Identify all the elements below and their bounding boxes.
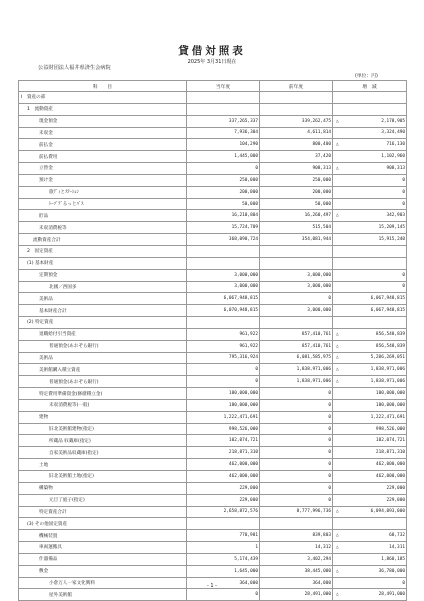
row-label: 普通預金(あおぞら銀行) [19, 376, 187, 388]
difference-cell [333, 423, 407, 435]
difference-cell [333, 530, 407, 542]
difference-value: 1,860,185 [381, 556, 405, 562]
row-label: 美術館購入積立資産 [19, 364, 187, 376]
difference-cell [333, 328, 407, 340]
table-row [19, 565, 407, 577]
current-year-value: 7,936,304 [187, 127, 260, 139]
current-year-value: 50,000 [187, 198, 260, 210]
balance-sheet-table [18, 80, 407, 601]
table-row [19, 163, 407, 175]
previous-year-value: 37,420 [260, 151, 333, 163]
current-year-value [187, 317, 260, 329]
table-row [19, 328, 407, 340]
previous-year-value: 6,081,585,975 [260, 352, 333, 364]
table-row [19, 459, 407, 471]
previous-year-value: 4,611,814 [260, 127, 333, 139]
table-row [19, 103, 407, 115]
row-label: 機械装置 [19, 530, 187, 542]
difference-value: 1,102,960 [381, 154, 405, 160]
difference-value: 0 [402, 284, 405, 290]
current-year-value: 6,067,948,815 [187, 293, 260, 305]
row-label: ﾄｰｿﾞﾃﾞるっとﾊﾞｽ [19, 198, 187, 210]
table-row [19, 127, 407, 139]
row-label: 流動資産合計 [19, 234, 187, 246]
row-label: 前払費用 [19, 151, 187, 163]
current-year-value: 364,000 [187, 577, 260, 589]
row-label: 自家美術品収蔵庫(指定) [19, 447, 187, 459]
report-date: 2025年 3月31日現在 [187, 59, 237, 65]
decrease-mark: △ [336, 118, 339, 124]
current-year-value: 961,922 [187, 328, 260, 340]
previous-year-value: 0 [260, 411, 333, 423]
difference-cell [333, 411, 407, 423]
difference-value: 15,209,145 [378, 225, 405, 231]
previous-year-value: 50,000 [260, 198, 333, 210]
previous-year-value: 3,000,000 [260, 281, 333, 293]
current-year-value: 368,090,724 [187, 234, 260, 246]
table-row [19, 518, 407, 530]
current-year-value: 337,265,337 [187, 115, 260, 127]
row-label: (3) その他固定資産 [19, 518, 187, 530]
table-row [19, 186, 407, 198]
current-year-value: 200,000 [187, 186, 260, 198]
difference-cell [333, 589, 407, 601]
current-year-value: 104,290 [187, 139, 260, 151]
table-row [19, 553, 407, 565]
difference-value: 15,915,240 [378, 237, 405, 243]
table-row [19, 245, 407, 257]
difference-cell [333, 269, 407, 281]
current-year-value: 3,000,000 [187, 269, 260, 281]
current-year-value [187, 103, 260, 115]
previous-year-value: 16,260,497 [260, 210, 333, 222]
difference-value: 6,067,948,815 [370, 308, 405, 314]
table-row [19, 494, 407, 506]
previous-year-value [260, 92, 333, 104]
difference-cell [333, 317, 407, 329]
difference-cell [333, 281, 407, 293]
decrease-mark: △ [336, 331, 339, 337]
difference-value: 0 [402, 189, 405, 195]
table-row [19, 435, 407, 447]
organization-name: 公益財団法人福井県済生会病院 [38, 65, 111, 71]
difference-value: 229,000 [386, 485, 405, 491]
unit-label: (単位：円) [355, 74, 378, 79]
previous-year-value [260, 317, 333, 329]
row-label: 旧北美術館建物(指定) [19, 423, 187, 435]
row-label: 美術品 [19, 293, 187, 305]
table-row [19, 423, 407, 435]
difference-value: 462,000,000 [375, 462, 405, 468]
difference-cell [333, 447, 407, 459]
difference-cell [333, 471, 407, 483]
row-label: 旧北美術館土地(指定) [19, 471, 187, 483]
previous-year-value: 28,491,000 [260, 589, 333, 601]
table-row [19, 257, 407, 269]
row-label: 貯品 [19, 210, 187, 222]
difference-cell [333, 186, 407, 198]
table-row [19, 139, 407, 151]
row-label: 車両運搬具 [19, 542, 187, 554]
difference-value: 5,286,269,051 [370, 355, 405, 361]
difference-cell [333, 257, 407, 269]
table-row [19, 234, 407, 246]
current-year-value: 5,174,439 [187, 553, 260, 565]
row-label: 北國／西国多 [19, 281, 187, 293]
column-header-current: 当年度 [187, 81, 260, 92]
current-year-value: 180,000,000 [187, 388, 260, 400]
previous-year-value: 364,000 [260, 577, 333, 589]
difference-value: 856,548,839 [375, 343, 405, 349]
difference-cell [333, 399, 407, 411]
current-year-value: 6,070,948,815 [187, 305, 260, 317]
previous-year-value: 1,838,971,006 [260, 376, 333, 388]
row-label: 旅ﾃﾞｨとｽﾃｰｼｮﾝ [19, 186, 187, 198]
previous-year-value: 515,504 [260, 222, 333, 234]
difference-cell [333, 565, 407, 577]
previous-year-value: 0 [260, 459, 333, 471]
current-year-value: 998,526,000 [187, 423, 260, 435]
table-row [19, 305, 407, 317]
difference-cell [333, 234, 407, 246]
previous-year-value: 354,081,944 [260, 234, 333, 246]
previous-year-value: 0 [260, 423, 333, 435]
previous-year-value: 0 [260, 293, 333, 305]
row-label: 立替金 [19, 163, 187, 175]
difference-cell [333, 542, 407, 554]
previous-year-value: 0 [260, 399, 333, 411]
row-label: 特定費用準備資金(修繕積立金) [19, 388, 187, 400]
column-header-previous: 前年度 [260, 81, 333, 92]
table-row [19, 506, 407, 518]
row-label: 什器備品 [19, 553, 187, 565]
document-title: 貸借対照表 [178, 45, 246, 57]
difference-cell [333, 518, 407, 530]
previous-year-value: 800,400 [260, 139, 333, 151]
difference-cell [333, 245, 407, 257]
current-year-value: 180,000,000 [187, 399, 260, 411]
row-label: 未収金 [19, 127, 187, 139]
decrease-mark: △ [336, 592, 339, 598]
row-label: Ⅰ 資産の部 [19, 92, 187, 104]
table-row [19, 293, 407, 305]
current-year-value [187, 92, 260, 104]
current-year-value [187, 245, 260, 257]
previous-year-value: 0 [260, 471, 333, 483]
difference-cell [333, 482, 407, 494]
current-year-value: 1,445,000 [187, 151, 260, 163]
page-number: - 1 - [207, 583, 217, 589]
row-label: 現金預金 [19, 115, 187, 127]
column-header-item: 科 目 [19, 81, 187, 92]
previous-year-value: 0 [260, 494, 333, 506]
decrease-mark: △ [336, 379, 339, 385]
current-year-value: 229,000 [187, 482, 260, 494]
row-label: 預け金 [19, 174, 187, 186]
difference-value: 462,000,000 [375, 473, 405, 479]
row-label: 元旦了庭子(指定) [19, 494, 187, 506]
current-year-value: 462,000,000 [187, 459, 260, 471]
table-row [19, 269, 407, 281]
row-label: 美術品 [19, 352, 187, 364]
row-label: 未収消費税等(一般) [19, 399, 187, 411]
current-year-value: 229,000 [187, 494, 260, 506]
difference-cell [333, 494, 407, 506]
difference-cell [333, 198, 407, 210]
row-label: 基本財産合計 [19, 305, 187, 317]
decrease-mark: △ [336, 568, 339, 574]
difference-cell [333, 163, 407, 175]
difference-value: 1,838,971,006 [370, 367, 405, 373]
current-year-value: 1,222,471,691 [187, 411, 260, 423]
difference-value: 180,000,000 [375, 402, 405, 408]
table-row [19, 281, 407, 293]
difference-value: 0 [402, 580, 405, 586]
difference-cell [333, 364, 407, 376]
previous-year-value: 839,803 [260, 530, 333, 542]
difference-cell [333, 115, 407, 127]
previous-year-value: 0 [260, 435, 333, 447]
difference-value: 28,491,000 [378, 592, 405, 598]
row-label: 屋外美術館 [19, 589, 187, 601]
difference-cell [333, 506, 407, 518]
row-label: 定期預金 [19, 269, 187, 281]
table-row [19, 174, 407, 186]
column-header-diff: 増 減 [333, 81, 407, 92]
decrease-mark: △ [336, 142, 339, 148]
table-row [19, 210, 407, 222]
table-row [19, 340, 407, 352]
difference-value: 3,324,490 [381, 130, 405, 136]
current-year-value: 0 [187, 589, 260, 601]
decrease-mark: △ [336, 509, 339, 515]
difference-cell [333, 459, 407, 471]
difference-value: 908,313 [386, 165, 405, 171]
difference-cell [333, 174, 407, 186]
difference-cell [333, 210, 407, 222]
previous-year-value: 857,410,761 [260, 340, 333, 352]
table-row [19, 482, 407, 494]
difference-value: 716,130 [386, 142, 405, 148]
difference-cell [333, 352, 407, 364]
row-label: 小倉万人一家文化興料 [19, 577, 187, 589]
table-row [19, 198, 407, 210]
row-label: (1) 基本財産 [19, 257, 187, 269]
previous-year-value [260, 257, 333, 269]
previous-year-value: 0 [260, 388, 333, 400]
current-year-value: 0 [187, 364, 260, 376]
row-label: 敷金 [19, 565, 187, 577]
previous-year-value: 3,000,000 [260, 269, 333, 281]
difference-value: 342,903 [386, 213, 405, 219]
row-label: 建物 [19, 411, 187, 423]
decrease-mark: △ [336, 165, 339, 171]
previous-year-value: 3,000,000 [260, 305, 333, 317]
previous-year-value: 14,312 [260, 542, 333, 554]
difference-cell [333, 139, 407, 151]
difference-value: 2,178,905 [381, 118, 405, 124]
difference-value: 180,000,000 [375, 391, 405, 397]
difference-value: 6,094,093,000 [370, 509, 405, 515]
table-row [19, 376, 407, 388]
difference-cell [333, 103, 407, 115]
row-label: 所蔵品 収蔵庫(指定) [19, 435, 187, 447]
table-row [19, 352, 407, 364]
previous-year-value: 250,000 [260, 174, 333, 186]
previous-year-value [260, 518, 333, 530]
previous-year-value: 8,777,996,736 [260, 506, 333, 518]
current-year-value: 462,000,000 [187, 471, 260, 483]
table-row [19, 317, 407, 329]
difference-value: 856,548,839 [375, 331, 405, 337]
difference-cell [333, 293, 407, 305]
table-row [19, 388, 407, 400]
current-year-value: 0 [187, 163, 260, 175]
previous-year-value: 339,262,475 [260, 115, 333, 127]
previous-year-value: 200,000 [260, 186, 333, 198]
difference-cell [333, 305, 407, 317]
current-year-value: 0 [187, 376, 260, 388]
row-label: 構築物 [19, 482, 187, 494]
difference-cell [333, 340, 407, 352]
table-row [19, 115, 407, 127]
difference-value: 102,074,721 [375, 438, 405, 444]
difference-cell [333, 553, 407, 565]
row-label: 退職給付引当資産 [19, 328, 187, 340]
difference-value: 14,311 [389, 544, 405, 550]
table-header-row [19, 81, 407, 92]
row-label: 2 固定資産 [19, 245, 187, 257]
table-row [19, 92, 407, 104]
table-row [19, 364, 407, 376]
table-row [19, 530, 407, 542]
difference-value: 36,780,000 [378, 568, 405, 574]
row-label: 1 流動資産 [19, 103, 187, 115]
table-row [19, 151, 407, 163]
difference-value: 0 [402, 201, 405, 207]
decrease-mark: △ [336, 355, 339, 361]
table-row [19, 447, 407, 459]
current-year-value: 3,000,000 [187, 281, 260, 293]
row-label: 前払金 [19, 139, 187, 151]
current-year-value: 16,210,804 [187, 210, 260, 222]
previous-year-value [260, 103, 333, 115]
decrease-mark: △ [336, 533, 339, 539]
decrease-mark: △ [336, 367, 339, 373]
table-row [19, 399, 407, 411]
difference-value: 68,732 [389, 533, 405, 539]
current-year-value: 1,645,000 [187, 565, 260, 577]
row-label: 特定資産合計 [19, 506, 187, 518]
previous-year-value: 1,838,971,006 [260, 364, 333, 376]
row-label: 未収消費税等 [19, 222, 187, 234]
previous-year-value: 3,402,294 [260, 553, 333, 565]
table-row [19, 222, 407, 234]
difference-cell [333, 151, 407, 163]
previous-year-value: 0 [260, 447, 333, 459]
difference-value: 218,871,310 [375, 450, 405, 456]
decrease-mark: △ [336, 213, 339, 219]
difference-value: 0 [402, 177, 405, 183]
current-year-value [187, 257, 260, 269]
current-year-value: 2,658,872,576 [187, 506, 260, 518]
previous-year-value: 908,313 [260, 163, 333, 175]
difference-value: 0 [402, 272, 405, 278]
table-row [19, 542, 407, 554]
table-row [19, 589, 407, 601]
current-year-value: 1 [187, 542, 260, 554]
current-year-value [187, 518, 260, 530]
difference-value: 998,526,000 [375, 426, 405, 432]
difference-cell [333, 376, 407, 388]
previous-year-value [260, 245, 333, 257]
difference-value: 1,838,971,006 [370, 379, 405, 385]
row-label: 普通預金(あおぞら銀行) [19, 340, 187, 352]
current-year-value: 102,074,721 [187, 435, 260, 447]
previous-year-value: 857,410,761 [260, 328, 333, 340]
table-row [19, 471, 407, 483]
decrease-mark: △ [336, 544, 339, 550]
current-year-value: 770,981 [187, 530, 260, 542]
row-label: 土地 [19, 459, 187, 471]
difference-cell [333, 388, 407, 400]
difference-cell [333, 127, 407, 139]
current-year-value: 795,316,924 [187, 352, 260, 364]
current-year-value: 250,000 [187, 174, 260, 186]
previous-year-value: 0 [260, 482, 333, 494]
row-label: (2) 特定資産 [19, 317, 187, 329]
current-year-value: 961,922 [187, 340, 260, 352]
difference-cell [333, 92, 407, 104]
difference-value: 6,067,948,815 [370, 296, 405, 302]
current-year-value: 15,724,709 [187, 222, 260, 234]
current-year-value: 218,871,310 [187, 447, 260, 459]
difference-cell [333, 435, 407, 447]
difference-value: 229,000 [386, 497, 405, 503]
difference-value: 1,222,471,691 [370, 414, 405, 420]
difference-cell [333, 222, 407, 234]
table-row [19, 411, 407, 423]
decrease-mark: △ [336, 343, 339, 349]
table-body [19, 92, 407, 601]
previous-year-value: 38,445,000 [260, 565, 333, 577]
